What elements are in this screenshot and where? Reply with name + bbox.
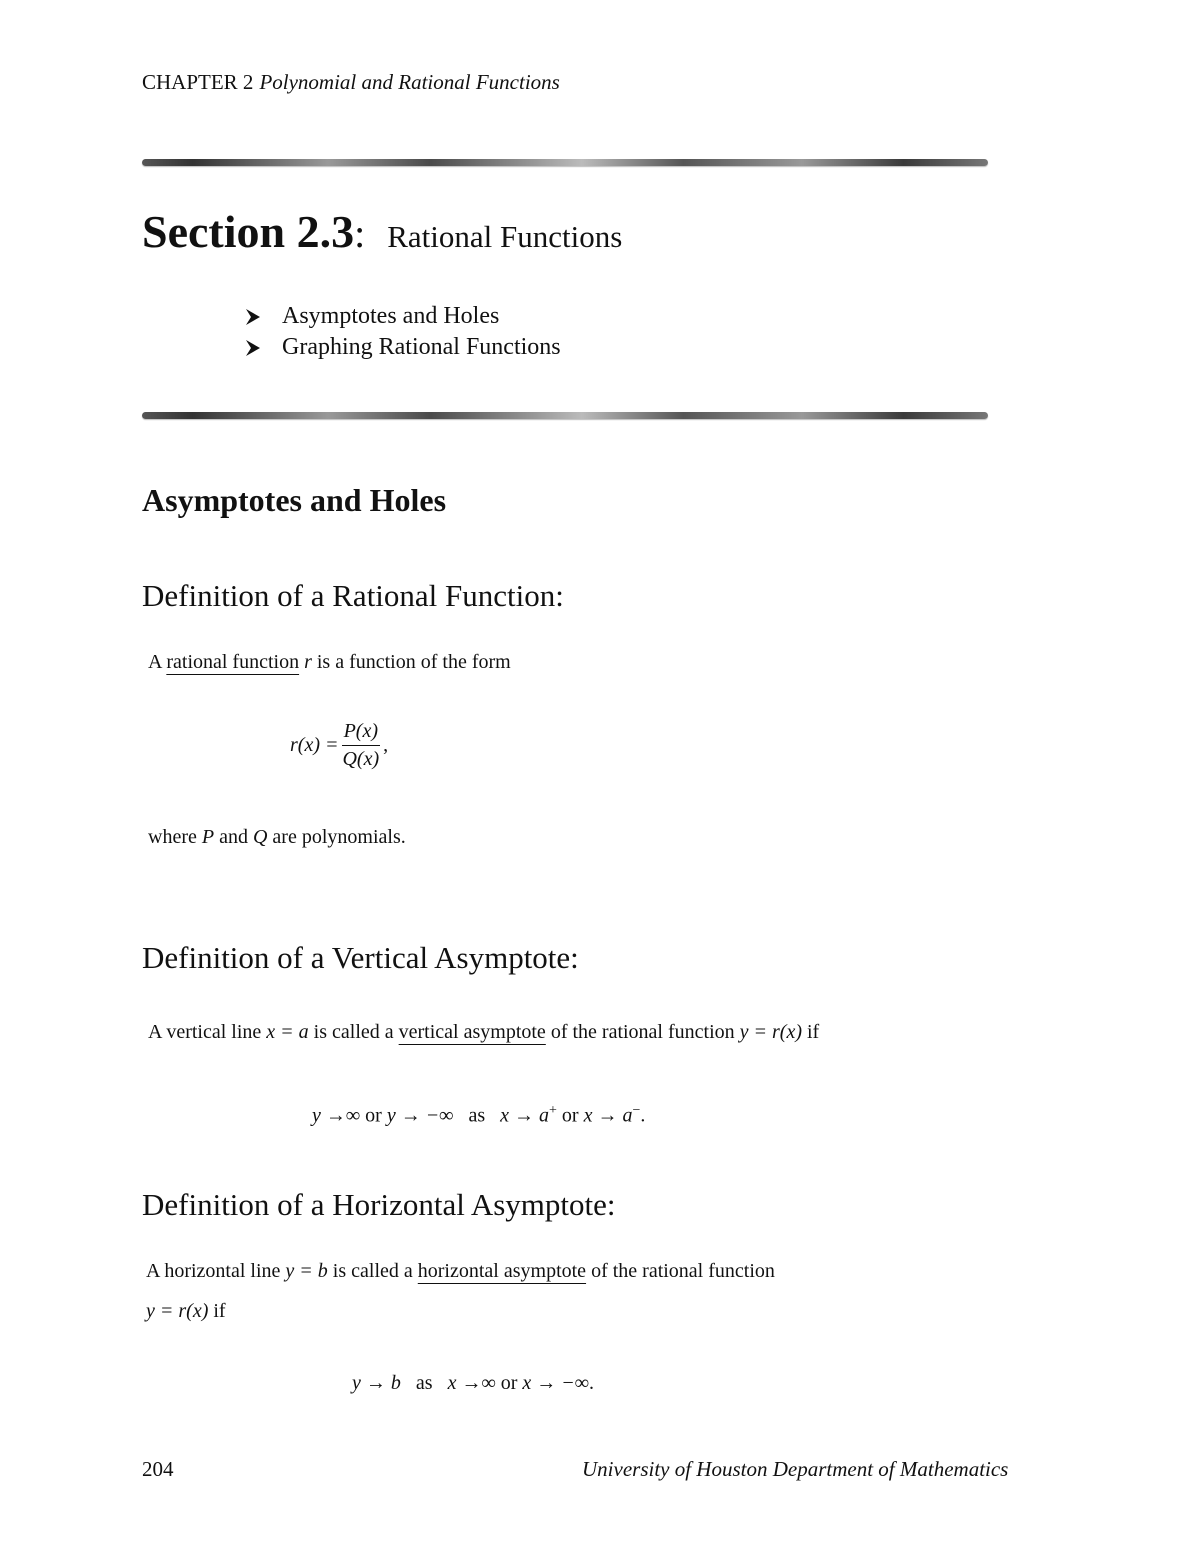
topic-item bbox=[246, 301, 561, 332]
denominator: Q(x) bbox=[342, 748, 380, 770]
rational-def-title: Definition of a Rational Function: bbox=[142, 578, 564, 613]
rational-formula: r(x) = $\frac{P(x)}{Q(x)}$ , bbox=[290, 720, 389, 770]
chapter-header bbox=[142, 70, 560, 95]
topic-label: Graphing Rational Functions bbox=[282, 334, 561, 360]
horizontal-def-text: A horizontal line y = b is called a horizontal asymptote of the rational function bbox=[146, 1260, 775, 1282]
rational-function-term: rational function bbox=[166, 651, 300, 673]
topic-list bbox=[246, 301, 561, 363]
horizontal-asymptote-term: horizontal asymptote bbox=[417, 1260, 587, 1282]
top-divider bbox=[142, 159, 988, 166]
vertical-def-text: A vertical line x = a is called a vertical asymptote of the rational function y = r(x) if bbox=[148, 1021, 820, 1043]
formula-fraction bbox=[340, 720, 381, 771]
vertical-condition: y →∞ or y → −∞ as x → a+ or x → a−. bbox=[312, 1103, 646, 1127]
rational-def-text: A rational function r is a function of the form bbox=[148, 651, 511, 673]
vertical-asymptote-term: vertical asymptote bbox=[398, 1021, 546, 1043]
chapter-label: CHAPTER 2 bbox=[142, 70, 254, 94]
footer-institution: University of Houston Department of Mathematics bbox=[582, 1457, 1009, 1481]
page-number: 204 bbox=[142, 1457, 174, 1481]
vertical-def-title: Definition of a Vertical Asymptote: bbox=[142, 940, 579, 975]
rational-def-where: where P and Q are polynomials. bbox=[148, 826, 406, 848]
section-title bbox=[142, 205, 622, 258]
horizontal-condition: y → b as x →∞ or x → −∞. bbox=[352, 1372, 595, 1394]
chapter-title: Polynomial and Rational Functions bbox=[259, 70, 560, 94]
subsection-heading: Asymptotes and Holes bbox=[142, 482, 447, 518]
section-colon: : bbox=[354, 211, 366, 256]
section-number: Section 2.3 bbox=[142, 206, 355, 257]
formula-lhs: r(x) = bbox=[290, 734, 339, 756]
horizontal-def-title: Definition of a Horizontal Asymptote: bbox=[142, 1187, 616, 1222]
topic-label: Asymptotes and Holes bbox=[282, 303, 500, 329]
numerator: P(x) bbox=[342, 720, 380, 746]
section-name: Rational Functions bbox=[387, 219, 623, 254]
bottom-divider bbox=[142, 412, 988, 419]
horizontal-def-func: y = r(x) if bbox=[146, 1300, 226, 1322]
arrowhead-bullet-icon bbox=[246, 309, 260, 325]
arrowhead-bullet-icon bbox=[246, 340, 260, 356]
topic-item bbox=[246, 332, 561, 363]
